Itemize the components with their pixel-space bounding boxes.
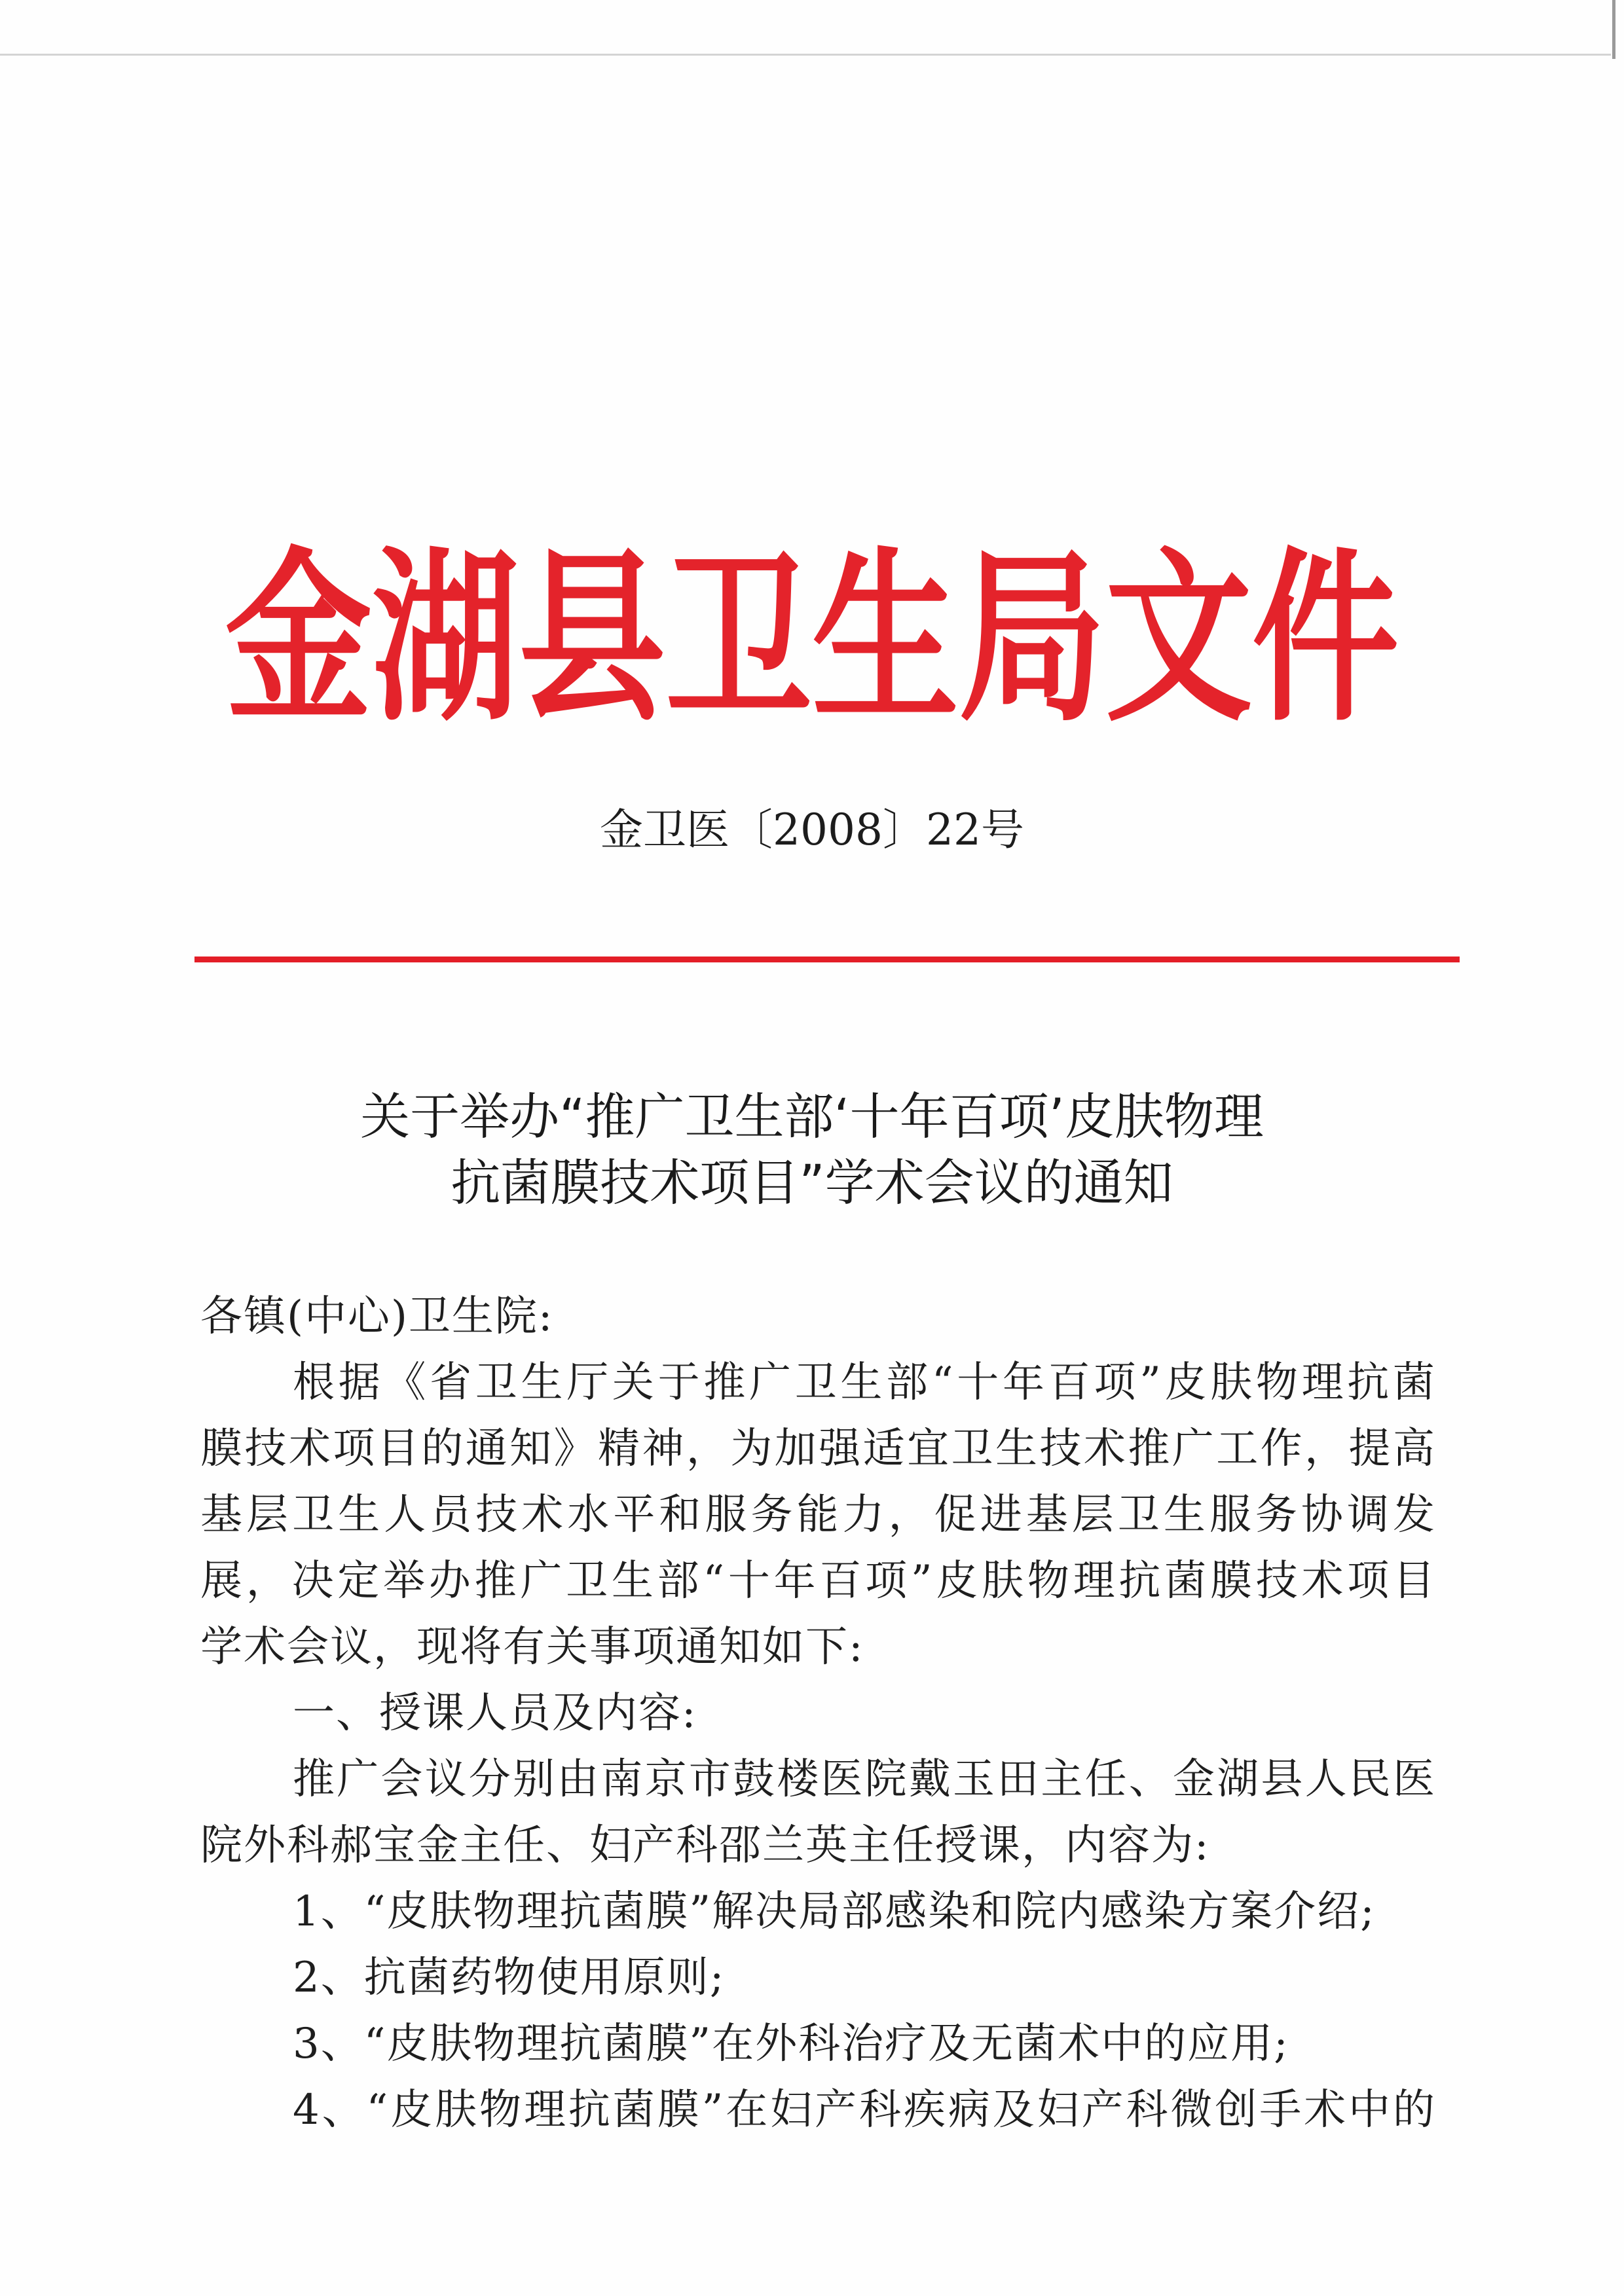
salutation: 各镇(中心)卫生院: [200, 1292, 554, 1341]
body-line: 展，决定举办推广卫生部“十年百项”皮肤物理抗菌膜技术项目 [200, 1557, 1435, 1605]
body-line: 学术会议，现将有关事项通知如下: [200, 1623, 864, 1671]
list-item: 4、“皮肤物理抗菌膜”在妇产科疾病及妇产科微创手术中的 [293, 2086, 1435, 2134]
body-line: 基层卫生人员技术水平和服务能力，促进基层卫生服务协调发 [200, 1491, 1435, 1539]
notice-title-line: 抗菌膜技术项目”学术会议的通知 [451, 1154, 1173, 1212]
notice-title [0, 1084, 1624, 1216]
notice-title-line: 关于举办“推广卫生部‘十年百项’皮肤物理 [360, 1087, 1264, 1146]
scan-edge-right [1612, 0, 1615, 59]
list-item: 1、“皮肤物理抗菌膜”解决局部感染和院内感染方案介绍; [293, 1887, 1376, 1936]
section-heading: 一、授课人员及内容: [293, 1689, 697, 1738]
red-header-rule [194, 957, 1460, 962]
document-number: 金卫医〔2008〕22号 [600, 805, 1024, 855]
scan-edge-top [0, 54, 1611, 56]
notice-body [200, 1284, 1435, 2143]
body-line: 推广会议分别由南京市鼓楼医院戴玉田主任、金湖县人民医 [293, 1755, 1435, 1804]
document-header-title: 金湖县卫生局文件 [225, 529, 1399, 747]
body-line: 根据《省卫生厅关于推广卫生部“十年百项”皮肤物理抗菌 [293, 1358, 1435, 1407]
list-item: 3、“皮肤物理抗菌膜”在外科治疗及无菌术中的应用; [293, 2020, 1289, 2068]
body-line: 膜技术项目的通知》精神，为加强适宜卫生技术推广工作，提高 [200, 1425, 1435, 1473]
body-line: 院外科郝宝金主任、妇产科邵兰英主任授课，内容为: [200, 1821, 1210, 1870]
list-item: 2、抗菌药物使用原则; [293, 1954, 726, 2002]
